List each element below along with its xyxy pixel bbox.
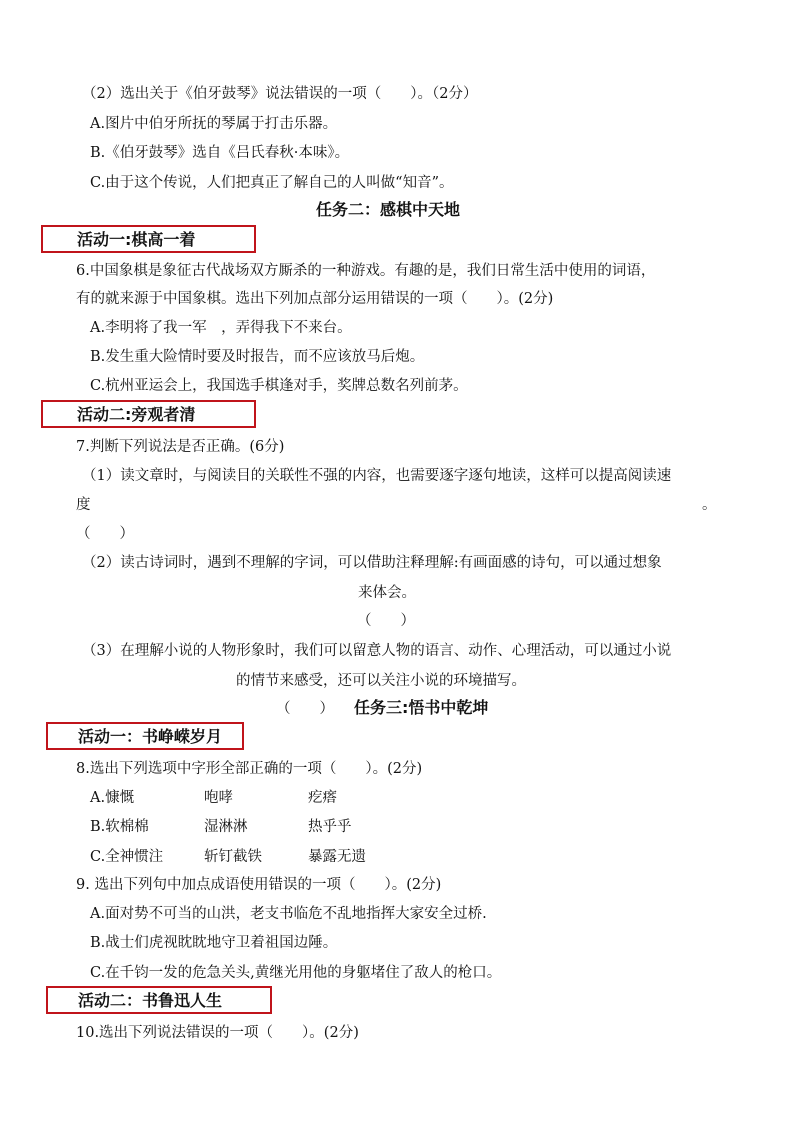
activity-4-label: 活动二：书鲁迅人生 [78,991,223,1010]
question-9-option-a: A.面对势不可当的山洪，老支书临危不乱地指挥大家安全过桥. [90,906,487,922]
question-7-1-period: 。 [702,497,717,513]
question-7-1-line-1: （1）读文章时，与阅读目的关联性不强的内容，也需要逐字逐句地读，这样可以提高阅读速 [82,468,672,484]
question-10-stem: 10.选出下列说法错误的一项（ ）。(2分) [76,1025,359,1041]
question-7-2-line-1: （2）读古诗词时，遇到不理解的字词，可以借助注释理解:有画面感的诗句，可以通过想象 [82,555,662,571]
question-6-option-a: A.李明将了我一军 ，弄得我下不来台。 [90,320,352,336]
question-8-a-word-2: 咆哮 [204,790,233,806]
question-7-1-line-2: 度 [76,497,91,513]
question-7-3-answer-paren: （ ） [276,701,334,717]
question-8-c-word-2: 斩钉截铁 [204,849,262,865]
question-8-c-word-3: 暴露无遗 [308,849,366,865]
question-8-a-word-3: 疙瘩 [308,790,337,806]
question-7-2-answer-paren: （ ） [357,613,415,629]
question-6-option-c: C.杭州亚运会上，我国选手棋逢对手，奖牌总数名列前茅。 [90,378,468,394]
task-3-title: 任务三:悟书中乾坤 [354,698,489,717]
activity-2-box [41,400,256,428]
question-5-2-option-a: A.图片中伯牙所抚的琴属于打击乐器。 [90,116,338,132]
question-7-3-line-1: （3）在理解小说的人物形象时，我们可以留意人物的语言、动作、心理活动，可以通过小说 [82,643,672,659]
activity-2-label: 活动二:旁观者清 [77,405,196,424]
activity-3-label: 活动一：书峥嵘岁月 [78,727,223,746]
activity-1-box [41,225,256,253]
question-7-2-line-2: 来体会。 [358,585,416,601]
question-9-stem: 9. 选出下列句中加点成语使用错误的一项（ ）。(2分) [76,877,442,893]
activity-3-box [46,722,244,750]
question-5-2-option-b: B.《伯牙鼓琴》选自《吕氏春秋·本味》。 [90,145,350,161]
question-5-2-option-c: C.由于这个传说，人们把真正了解自己的人叫做“知音”。 [90,175,454,191]
question-9-option-c: C.在千钧一发的危急关头,黄继光用他的身躯堵住了敌人的枪口。 [90,965,502,981]
question-7-3-line-2: 的情节来感受，还可以关注小说的环境描写。 [236,673,526,689]
question-8-b-word-3: 热乎乎 [308,819,352,835]
question-7-stem: 7.判断下列说法是否正确。(6分) [76,439,285,455]
question-6-line-2: 有的就来源于中国象棋。选出下列加点部分运用错误的一项（ ）。(2分) [76,291,554,307]
question-8-b-word-1: B.软棉棉 [90,819,149,835]
question-7-1-answer-paren: （ ） [76,526,134,542]
activity-1-label: 活动一:棋高一着 [77,230,196,249]
question-8-stem: 8.选出下列选项中字形全部正确的一项（ ）。(2分) [76,761,423,777]
question-6-option-b: B.发生重大险情时要及时报告，而不应该放马后炮。 [90,349,425,365]
question-5-2-stem: （2）选出关于《伯牙鼓琴》说法错误的一项（ ）。（2分） [82,86,478,102]
question-9-option-b: B.战士们虎视眈眈地守卫着祖国边陲。 [90,935,338,951]
question-8-a-word-1: A.慷慨 [90,790,135,806]
task-2-title: 任务二：感棋中天地 [316,200,461,219]
question-8-c-word-1: C.全神惯注 [90,849,164,865]
question-8-b-word-2: 湿淋淋 [204,819,248,835]
question-6-line-1: 6.中国象棋是象征古代战场双方厮杀的一种游戏。有趣的是，我们日常生活中使用的词语， [76,263,656,279]
activity-4-box [46,986,272,1014]
